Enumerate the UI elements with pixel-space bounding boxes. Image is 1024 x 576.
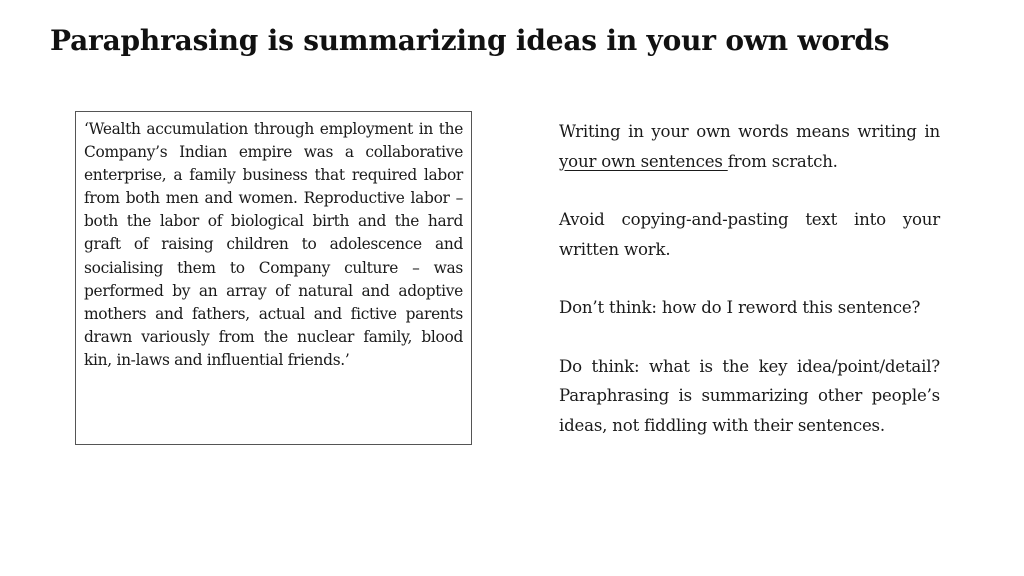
note-dont-think: Don’t think: how do I reword this sentence? (559, 298, 921, 317)
notes-column (559, 117, 940, 440)
note-avoid-copying: Avoid copying-and-pasting text into your written work. (559, 210, 940, 259)
note-own-words-before: Writing in your own words means writing in (559, 122, 940, 141)
note-own-words-after: from scratch. (727, 151, 838, 171)
quote-box (75, 111, 472, 445)
slide-title: Paraphrasing is summarizing ideas in your own words (50, 24, 890, 57)
quote-text: ‘Wealth accumulation through employment in the Company’s Indian empire was a collaborative enterprise, a family business that required labor from both men and women. Reproductive labor – both the labor of biological birth and the hard graft of raising children to adolescence and socialising them to Company culture – was performed by an array of natural and adoptive mothers and fathers, actual and fictive parents drawn variously from the nuclear family, blood kin, in-laws and influential friends.’ (84, 120, 463, 369)
note-do-think: Do think: what is the key idea/point/detail? Paraphrasing is summarizing other people’s ideas, not fiddling with their sentences. (559, 356, 940, 435)
own-sentences-underlined: your own sentences (559, 151, 728, 171)
note-own-words (559, 117, 940, 176)
